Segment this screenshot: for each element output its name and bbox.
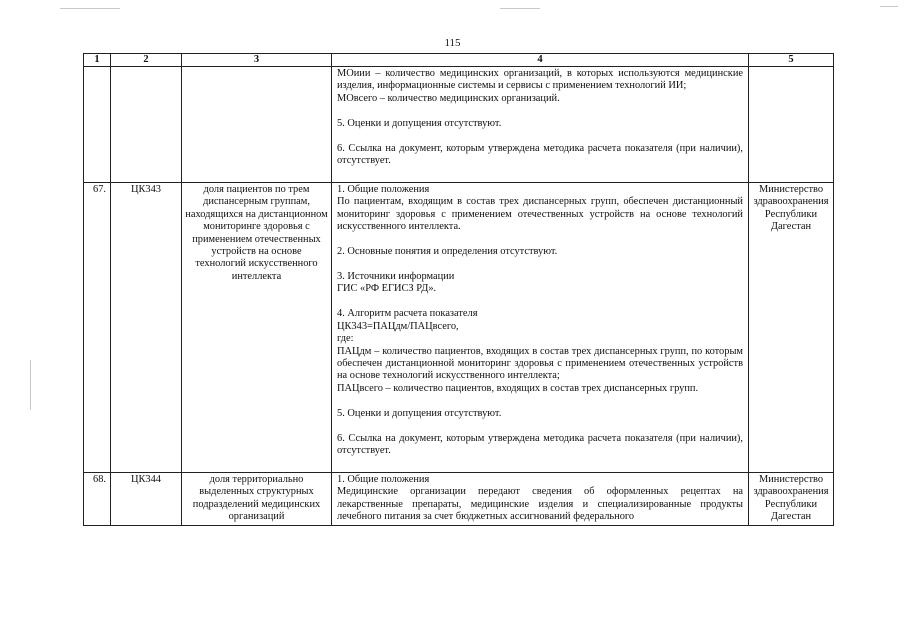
indicator-name: доля пациентов по трем диспансерным группам, находящихся на дистанционном мониторинге здоровья с применением отечественных устройств на основе технологий искусственного интеллекта [182, 182, 332, 472]
table-row [84, 182, 834, 472]
description-paragraph: 5. Оценки и допущения отсутствуют. [337, 117, 502, 129]
paragraph-gap [337, 395, 743, 408]
description-paragraph: ПАЦдм – количество пациентов, входящих в состав трех диспансерных групп, по которым обеспечен дистанционной мониторинг здоровья с применением отечественных устройств на основе технологий искусственного интеллекта; [337, 345, 743, 382]
indicator-description [332, 67, 749, 183]
paragraph-gap [337, 130, 743, 143]
description-paragraph: 6. Ссылка на документ, которым утверждена методика расчета показателя (при наличии), отсутствует. [337, 432, 743, 456]
header-row [84, 54, 834, 67]
column-header: 3 [182, 54, 332, 67]
column-header: 2 [111, 54, 182, 67]
description-paragraph: МОвсего – количество медицинских организаций. [337, 92, 560, 104]
description-paragraph: 1. Общие положения [337, 183, 430, 195]
description-paragraph: 4. Алгоритм расчета показателя [337, 308, 478, 320]
row-number [84, 67, 111, 183]
paragraph-gap [337, 167, 743, 180]
description-paragraph: По пациентам, входящим в состав трех диспансерных групп, обеспечен дистанционный мониторинг здоровья с применением отечественных устройств на основе технологий искусственного интеллекта. [337, 196, 743, 233]
description-paragraph: ГИС «РФ ЕГИСЗ РД». [337, 283, 437, 295]
scan-mark-left [30, 360, 31, 410]
paragraph-gap [337, 234, 743, 247]
indicator-name [182, 67, 332, 183]
paragraph-gap [337, 420, 743, 433]
description-paragraph: ЦК343=ПАЦдм/ПАЦвсего, [337, 320, 459, 332]
indicator-code: ЦК343 [111, 182, 182, 472]
indicator-code: ЦК344 [111, 472, 182, 526]
scan-mark-top-right [880, 6, 898, 7]
description-paragraph: где: [337, 333, 354, 345]
paragraph-gap [337, 258, 743, 271]
paragraph-gap [337, 105, 743, 118]
column-header: 4 [332, 54, 749, 67]
indicators-table [83, 53, 834, 526]
description-paragraph: МОиии – количество медицинских организаций, в которых используются медицинские изделия, информационные системы и сервисы с применением технологий ИИ; [337, 68, 743, 92]
responsible-organization [749, 67, 834, 183]
paragraph-gap [337, 457, 743, 470]
indicator-name: доля территориально выделенных структурных подразделений медицинских организаций [182, 472, 332, 526]
column-header: 1 [84, 54, 111, 67]
description-paragraph: 2. Основные понятия и определения отсутствуют. [337, 246, 558, 258]
page-number: 115 [444, 37, 461, 49]
description-paragraph: Медицинские организации передают сведения об оформленных рецептах на лекарственные препараты, медицинские изделия и специализированные продукты лечебного питания за счет бюджетных ассигнований федерального [337, 486, 743, 523]
indicator-code [111, 67, 182, 183]
indicator-description [332, 472, 749, 526]
paragraph-gap [337, 296, 743, 309]
table-row [84, 472, 834, 526]
description-paragraph: 5. Оценки и допущения отсутствуют. [337, 407, 502, 419]
responsible-organization: Министерство здравоохранения Республики Дагестан [749, 472, 834, 526]
column-header: 5 [749, 54, 834, 67]
table-row [84, 67, 834, 183]
description-paragraph: ПАЦвсего – количество пациентов, входящих в состав трех диспансерных групп. [337, 382, 699, 394]
row-number: 67. [84, 182, 111, 472]
responsible-organization: Министерство здравоохранения Республики Дагестан [749, 182, 834, 472]
row-number: 68. [84, 472, 111, 526]
description-paragraph: 1. Общие положения [337, 473, 430, 485]
scan-mark-top-center [500, 8, 540, 9]
description-paragraph: 6. Ссылка на документ, которым утверждена методика расчета показателя (при наличии), отсутствует. [337, 142, 743, 167]
scan-mark-top-left [60, 8, 120, 9]
description-paragraph: 3. Источники информации [337, 270, 455, 282]
indicator-description [332, 182, 749, 472]
table-body [84, 67, 834, 526]
